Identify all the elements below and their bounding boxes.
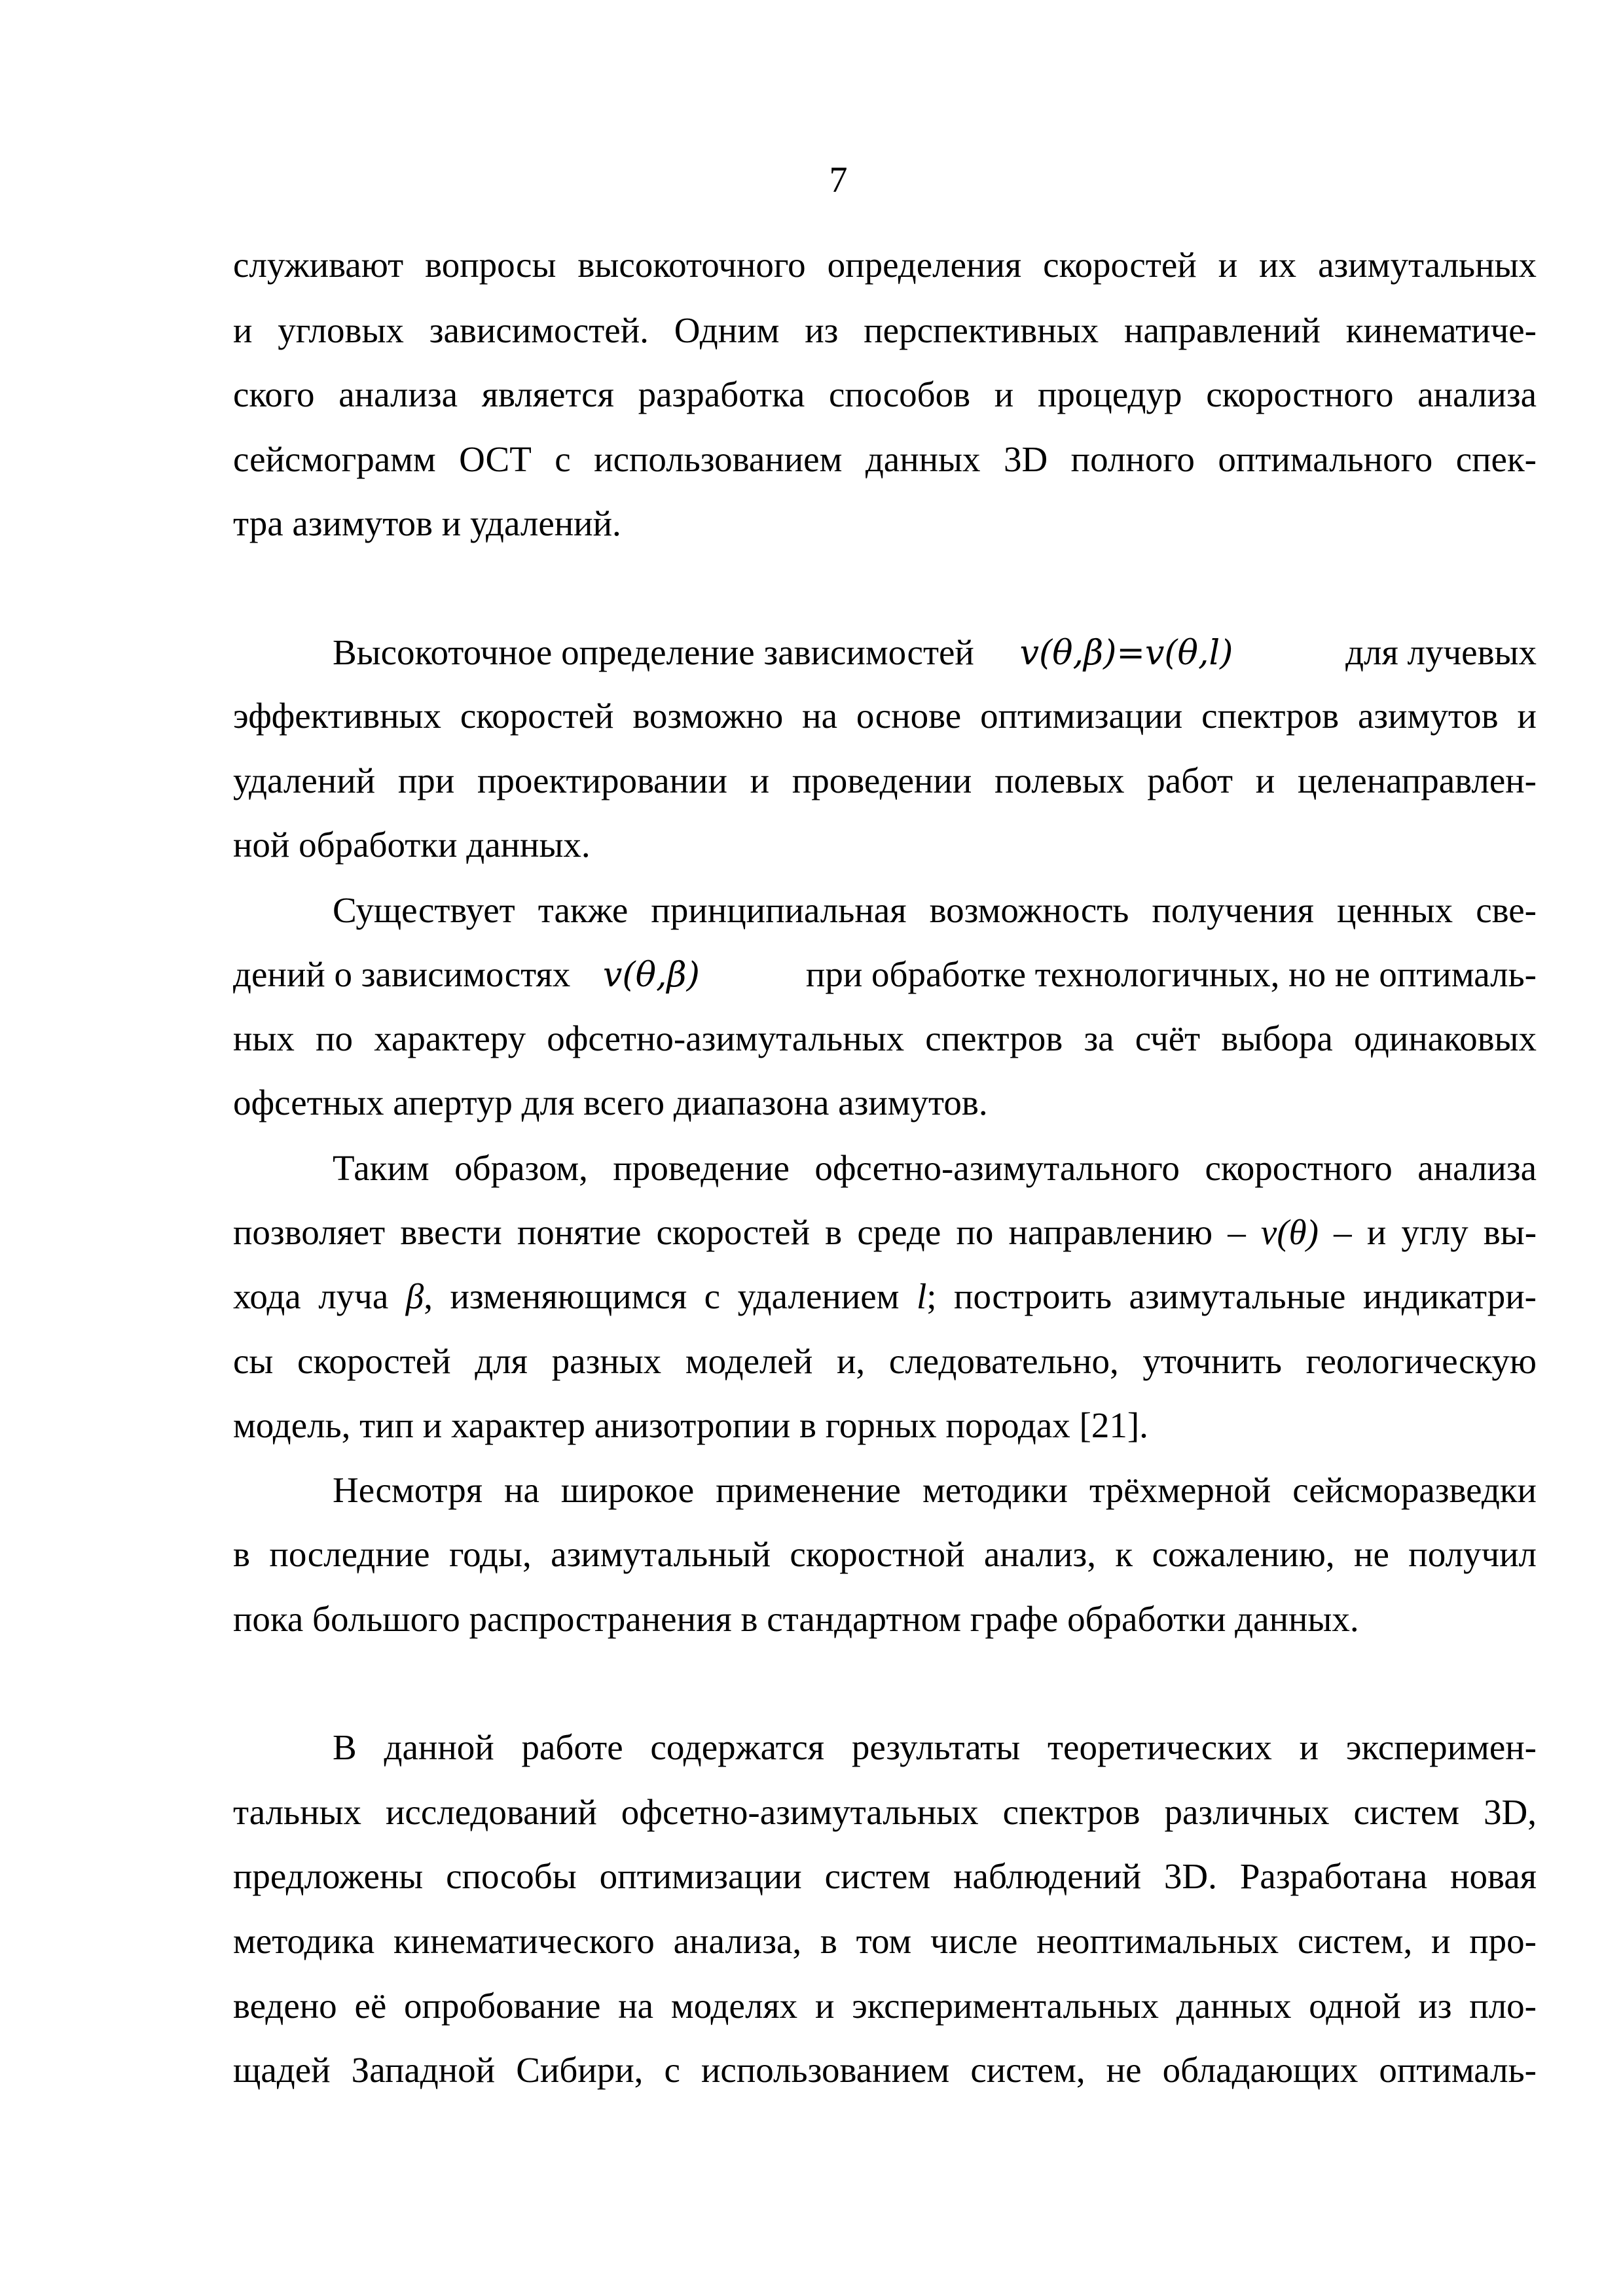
text-line: ной обработки данных. xyxy=(233,825,591,865)
text-segment: при обработке технологичных, но не оптималь- xyxy=(805,954,1537,994)
text-segment: позволяет ввести понятие скоростей в среде по направлению – xyxy=(233,1212,1246,1252)
text-line: служивают вопросы высокоточного определения скоростей и их азимутальных xyxy=(233,245,1537,285)
text-line: офсетных апертур для всего диапазона азимутов. xyxy=(233,1083,988,1122)
text-line: тальных исследований офсетно-азимутальных спектров различных систем 3D, xyxy=(233,1792,1537,1832)
text-line: предложены способы оптимизации систем наблюдений 3D. Разработана новая xyxy=(233,1856,1537,1896)
text-segment: , изменяющимся с удалением xyxy=(424,1276,900,1316)
text-line: модель, тип и характер анизотропии в горных породах [21]. xyxy=(233,1405,1148,1445)
text-line: сы скоростей для разных моделей и, следовательно, уточнить геологическую xyxy=(233,1341,1537,1381)
text-line: сейсмограмм ОСТ с использованием данных 3D полного оптимального спек- xyxy=(233,439,1537,479)
text-segment: Высокоточное определение зависимостей xyxy=(333,632,974,672)
text-line: в последние годы, азимутальный скоростной анализ, к сожалению, не получил xyxy=(233,1534,1537,1574)
text-line: Существует также принципиальная возможность получения ценных све- xyxy=(333,890,1537,930)
text-line: Несмотря на широкое применение методики трёхмерной сейсморазведки xyxy=(333,1470,1537,1510)
text-line-with-formula xyxy=(233,1210,1537,1255)
text-line: ведено её опробование на моделях и экспериментальных данных одной из пло- xyxy=(233,1986,1537,2026)
text-segment: – и углу вы- xyxy=(1334,1212,1537,1252)
text-segment: хода луча xyxy=(233,1276,389,1316)
text-line-with-formula xyxy=(233,1274,1537,1319)
text-line: щадей Западной Сибири, с использованием систем, не обладающих оптималь- xyxy=(233,2050,1537,2090)
text-segment: дений о зависимостях xyxy=(233,954,571,994)
symbol-l: l xyxy=(916,1276,927,1316)
text-segment: для лучевых xyxy=(1345,632,1537,672)
formula-v-theta-beta-l: v(θ,β)=v(θ,l) xyxy=(1019,634,1233,673)
text-line: Таким образом, проведение офсетно-азимутального скоростного анализа xyxy=(333,1148,1537,1188)
text-line: удалений при проектировании и проведении полевых работ и целенаправлен- xyxy=(233,761,1537,800)
page-number: 7 xyxy=(829,160,848,200)
text-line: ных по характеру офсетно-азимутальных спектров за счёт выбора одинаковых xyxy=(233,1018,1537,1058)
text-line: и угловых зависимостей. Одним из перспективных направлений кинематиче- xyxy=(233,310,1537,350)
text-segment: ; построить азимутальные индикатри- xyxy=(926,1276,1537,1316)
text-line: тра азимутов и удалений. xyxy=(233,503,621,543)
formula-v-theta: v(θ) xyxy=(1260,1212,1319,1252)
text-line-with-formula xyxy=(333,630,1537,676)
text-line: эффективных скоростей возможно на основе оптимизации спектров азимутов и xyxy=(233,696,1537,736)
text-line: ского анализа является разработка способов и процедур скоростного анализа xyxy=(233,374,1537,414)
text-line: пока большого распространения в стандартном графе обработки данных. xyxy=(233,1599,1359,1639)
text-line-with-formula xyxy=(233,952,1537,998)
text-line: методика кинематического анализа, в том числе неоптимальных систем, и про- xyxy=(233,1921,1537,1961)
text-line: В данной работе содержатся результаты теоретических и эксперимен- xyxy=(333,1727,1537,1767)
symbol-beta: β xyxy=(405,1276,424,1316)
formula-v-theta-beta: v(θ,β) xyxy=(603,956,700,995)
